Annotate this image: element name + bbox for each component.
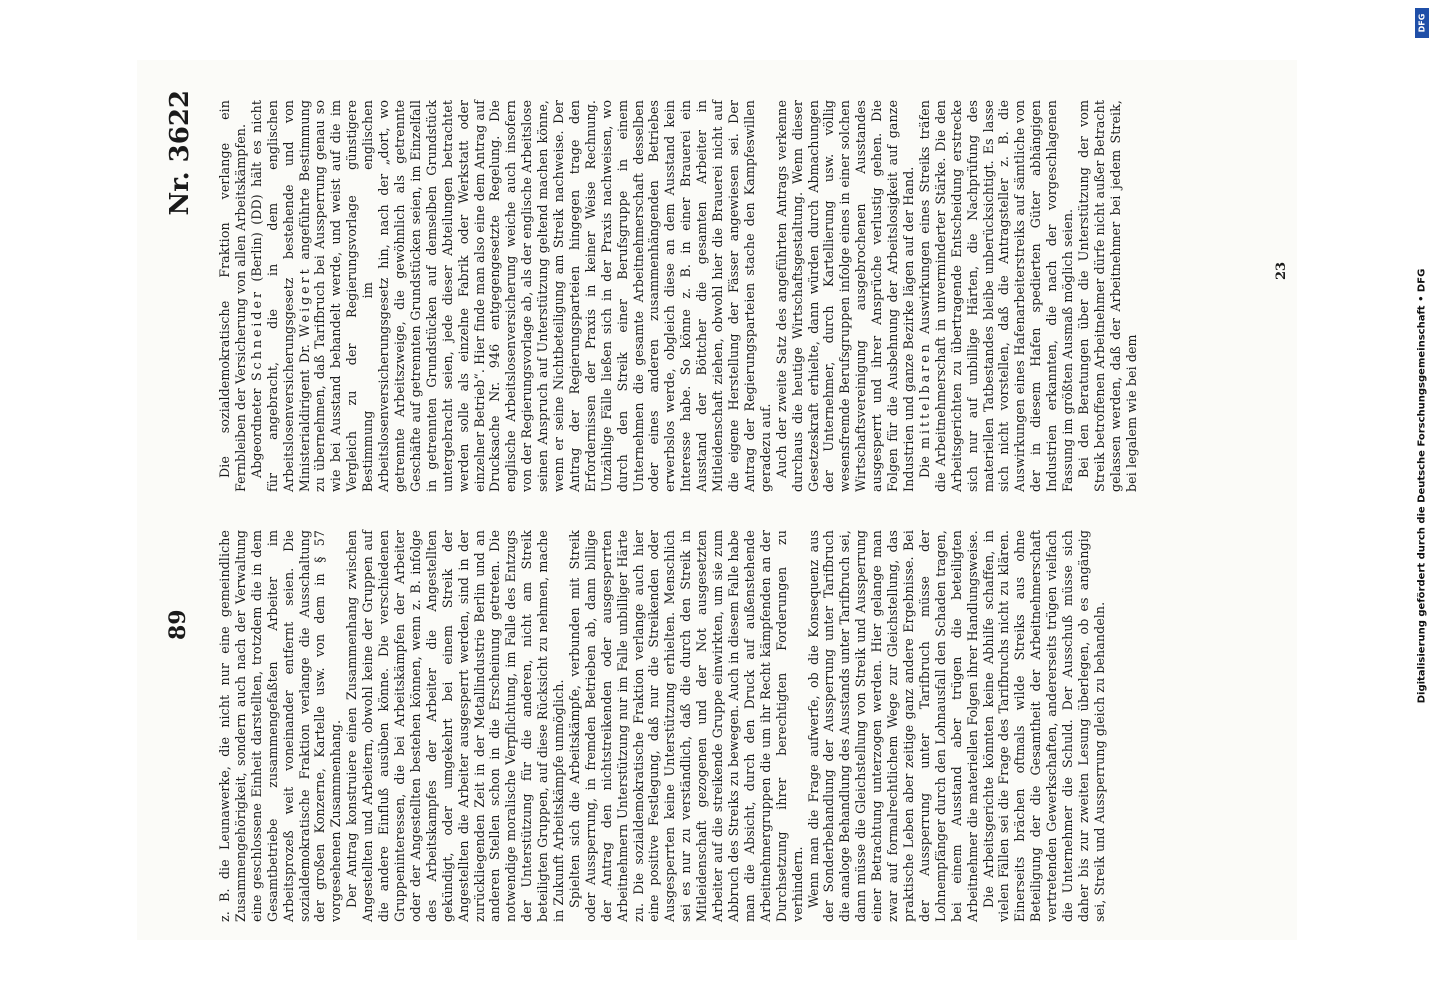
paragraph-text: (Berlin) (DD) hält es nicht für angebracht, die in dem englischen Arbeitslosenversicherungsgesetz bestehende und von Ministerialdirigent Dr.: [248, 100, 312, 492]
paragraph-text: Abgeordneter: [248, 380, 264, 478]
paragraph: Die sozialdemokratische Fraktion verlange ein Fernbleiben der Versicherung von allen Arbeitskämpfen.: [217, 100, 248, 492]
paragraph-text: Auswirkungen eines Streiks träfen die Arbeitnehmerschaft in unverminderter Stärke. Die den Arbeitsgerichten zu übertragende Entscheidung erstrecke sich nur auf unbillige Härten, die Nachprüfung des materiellen Tatbestandes bleibe unberücksichtigt. Es lasse sich nicht vorstellen, daß die Antragsteller z. B. die Auswirkungen eines Hafenarbeiterstreiks auf sämtliche von der in diesem Hafen spedierten Güter abhängigen Industrien erkannten, die nach der vorgeschlagenen Fassung im größten Ausmaß möglich seien.: [916, 100, 1076, 492]
dfg-logo: [1415, 8, 1429, 38]
paragraph: z. B. die Leunawerke, die nicht nur eine gemeindliche Zusammengehörigkeit, sondern auch nach der Verwaltung eine geschlossene Einheit darstellten, trotzdem die in dem Gesamtbetriebe zusammengefaßten Arbeiter im Arbeitsprozeß weit voneinander entfernt seien. Die sozialdemokratische Fraktion verlange die Ausschaltung der großen Konzerne, Kartelle usw. von dem in § 57 vorgesehenen Zusammenhang.: [217, 530, 344, 922]
footer-number: 23: [1274, 261, 1289, 280]
credit-text: Digitalisierung gefördert durch die Deutsche Forschungsgemeinschaft • DFG: [1416, 268, 1428, 704]
left-page-number: 89: [165, 609, 191, 640]
digitization-credit: [1412, 6, 1432, 966]
paragraph: [917, 100, 1076, 492]
paragraph: Spielten sich die Arbeitskämpfe, verbunden mit Streik oder Aussperrung, in fremden Betrieben ab, dann billige der Antrag den nichtstreikenden oder ausgesperrten Arbeitnehmern Unterstützung nur im Falle unbilliger Härte zu. Die sozialdemokratische Fraktion verlange auch hier eine positive Festlegung, daß nur die Streikenden oder Ausgesperrten keine Unterstützung erhielten. Menschlich sei es nur zu verständlich, daß die durch den Streik in Mitleidenschaft gezogenen und der Not ausgesetzten Arbeiter auf die streikende Gruppe einwirkten, um sie zum Abbruch des Streiks zu bewegen. Auch in diesem Falle habe man die Absicht, durch den Druck auf außenstehende Arbeitnehmergruppen die um ihr Recht kämpfenden an der Durchsetzung ihrer berechtigten Forderungen zu verhindern.: [566, 530, 805, 922]
paragraph: [249, 100, 774, 492]
paragraph: Die Arbeitsgerichte könnten keine Abhilfe schaffen, in vielen Fällen sei die Frage des Tarifbruchs nicht zu klären. Einerseits brächen oftmals wilde Streiks aus ohne Beteiligung der die Gesamtheit der Arbeitnehmerschaft vertretenden Gewerkschaften, andererseits trügen vielfach die Unternehmer die Schuld. Der Ausschuß müsse sich daher bis zur zweiten Lesung überlegen, ob es angängig sei, Streik und Aussperrung gleich zu behandeln.: [980, 530, 1107, 922]
document-number: Nr. 3622: [165, 90, 195, 216]
paragraph: Auch der zweite Satz des angeführten Antrags verkenne durchaus die heutige Wirtschaftsgestaltung. Wenn dieser Gesetzeskraft erhielte, dann würden durch Abmachungen der Unternehmer, durch Kartellierung usw. völlig wesensfremde Berufsgruppen infolge eines in einer solchen Wirtschaftsvereinigung ausgebrochenen Ausstandes ausgesperrt und ihrer Ansprüche verlustig gehen. Die Folgen für die Ausbehnung der Arbeitslosigkeit auf ganze Industrien und ganze Bezirke lägen auf der Hand.: [773, 100, 916, 492]
official-name: Weigert: [296, 266, 312, 338]
document-page: [137, 60, 1297, 940]
paragraph-text: Die: [916, 448, 932, 478]
left-text-column: [217, 530, 1108, 922]
speaker-name: Schneider: [248, 289, 264, 381]
paragraph: Wenn man die Frage aufwerfe, ob die Konsequenz aus der Sonderbehandlung der Aussperrung unter Tarifbruch die analoge Behandlung des Ausstands unter Tarifbruch sei, dann müsse die Gleichstellung von Streik und Aussperrung einer Betrachtung unterzogen werden. Hier gelange man zwar auf formalrechtlichem Wege zur Gleichstellung, das praktische Leben aber zeitige ganz andere Ergebnisse. Bei der Aussperrung unter Tarifbruch müsse der Lohnempfänger durch den Lohnausfall den Schaden tragen, bei einem Ausstand aber trügen die beteiligten Arbeitnehmer die materiellen Folgen ihrer Handlungsweise.: [805, 530, 980, 922]
paragraph: Der Antrag konstruiere einen Zusammenhang zwischen Angestellten und Arbeitern, obwohl keine der Gruppen auf die andere Einfluß ausüben könne. Die verschiedenen Gruppeninteressen, die bei Arbeitskämpfen der Arbeiter oder der Angestellten bestehen können, wenn z. B. infolge des Arbeitskampfes der Arbeiter die Angestellten gekündigt, oder umgekehrt bei einem Streik der Angestellten die Arbeiter ausgesperrt werden, sind in der zurückliegenden Zeit in der Metallindustrie Berlin und an anderen Stellen schon in die Erscheinung getreten. Die notwendige moralische Verpflichtung, im Falle des Entzugs der Unterstützung für die anderen, nicht am Streik beteiligten Gruppen, auf diese Rücksicht zu nehmen, mache in Zukunft Arbeitskämpfe unmöglich.: [344, 530, 567, 922]
paragraph-text: angeführte Bestimmung zu übernehmen, daß Tarifbruch bei Aussperrung genau so wie bei Ausstand behandelt werde, und weist auf die im Vergleich zu der Regierungsvorlage günstigere Bestimmung im englischen Arbeitslosenversicherungsgesetz hin, nach der „dort, wo getrennte Arbeitszweige, die gewöhnlich als getrennte Geschäfte auf getrennten Grundstücken seien, im Einzelfall in getrennten Grundstücken auf demselben Grundstück untergebracht seien, jede dieser Abteilungen betrachtet werden solle als einzelne Fabrik oder Werkstatt oder einzelner Betrieb“. Hier finde man also eine dem Antrag auf Drucksache Nr. 946 entgegengesetzte Regelung. Die englische Arbeitslosenversicherung weiche auch insofern von der Regierungsvorlage ab, als der englische Arbeitslose seinen Anspruch auf Unterstützung geltend machen könne, wenn er seine Nichtbeteiligung am Streik nachweise. Der Antrag der Regierungsparteien hingegen trage den Erfordernissen der Praxis in keiner Weise Rechnung. Unzählige Fälle ließen sich in der Praxis nachweisen, wo durch den Streik einer Berufsgruppe in einem Unternehmen die gesamte Arbeitnehmerschaft desselben oder eines anderen zusammenhängenden Betriebes erwerbslos werde, obgleich diese an dem Ausstand kein Interesse habe. So könne z. B. in einer Brauerei ein Ausstand der Böttcher die gesamten Arbeiter in Mitleidenschaft ziehen, obwohl hier die Brauerei nicht auf die eigene Herstellung der Fässer angewiesen sei. Der Antrag der Regierungsparteien stache den Kampfeswillen geradezu auf.: [296, 100, 773, 492]
paragraph: Bei den Beratungen über die Unterstützung der vom Streik betroffenen Arbeitnehmer dürfe nicht außer Betracht gelassen werden, daß der Arbeitnehmer bei jedem Streik, bei legalem wie bei dem: [1075, 100, 1139, 492]
dfg-logo-text: DFG: [1417, 13, 1427, 33]
right-text-column: [217, 100, 1140, 492]
emphasized-word: mittelbaren: [916, 341, 932, 449]
